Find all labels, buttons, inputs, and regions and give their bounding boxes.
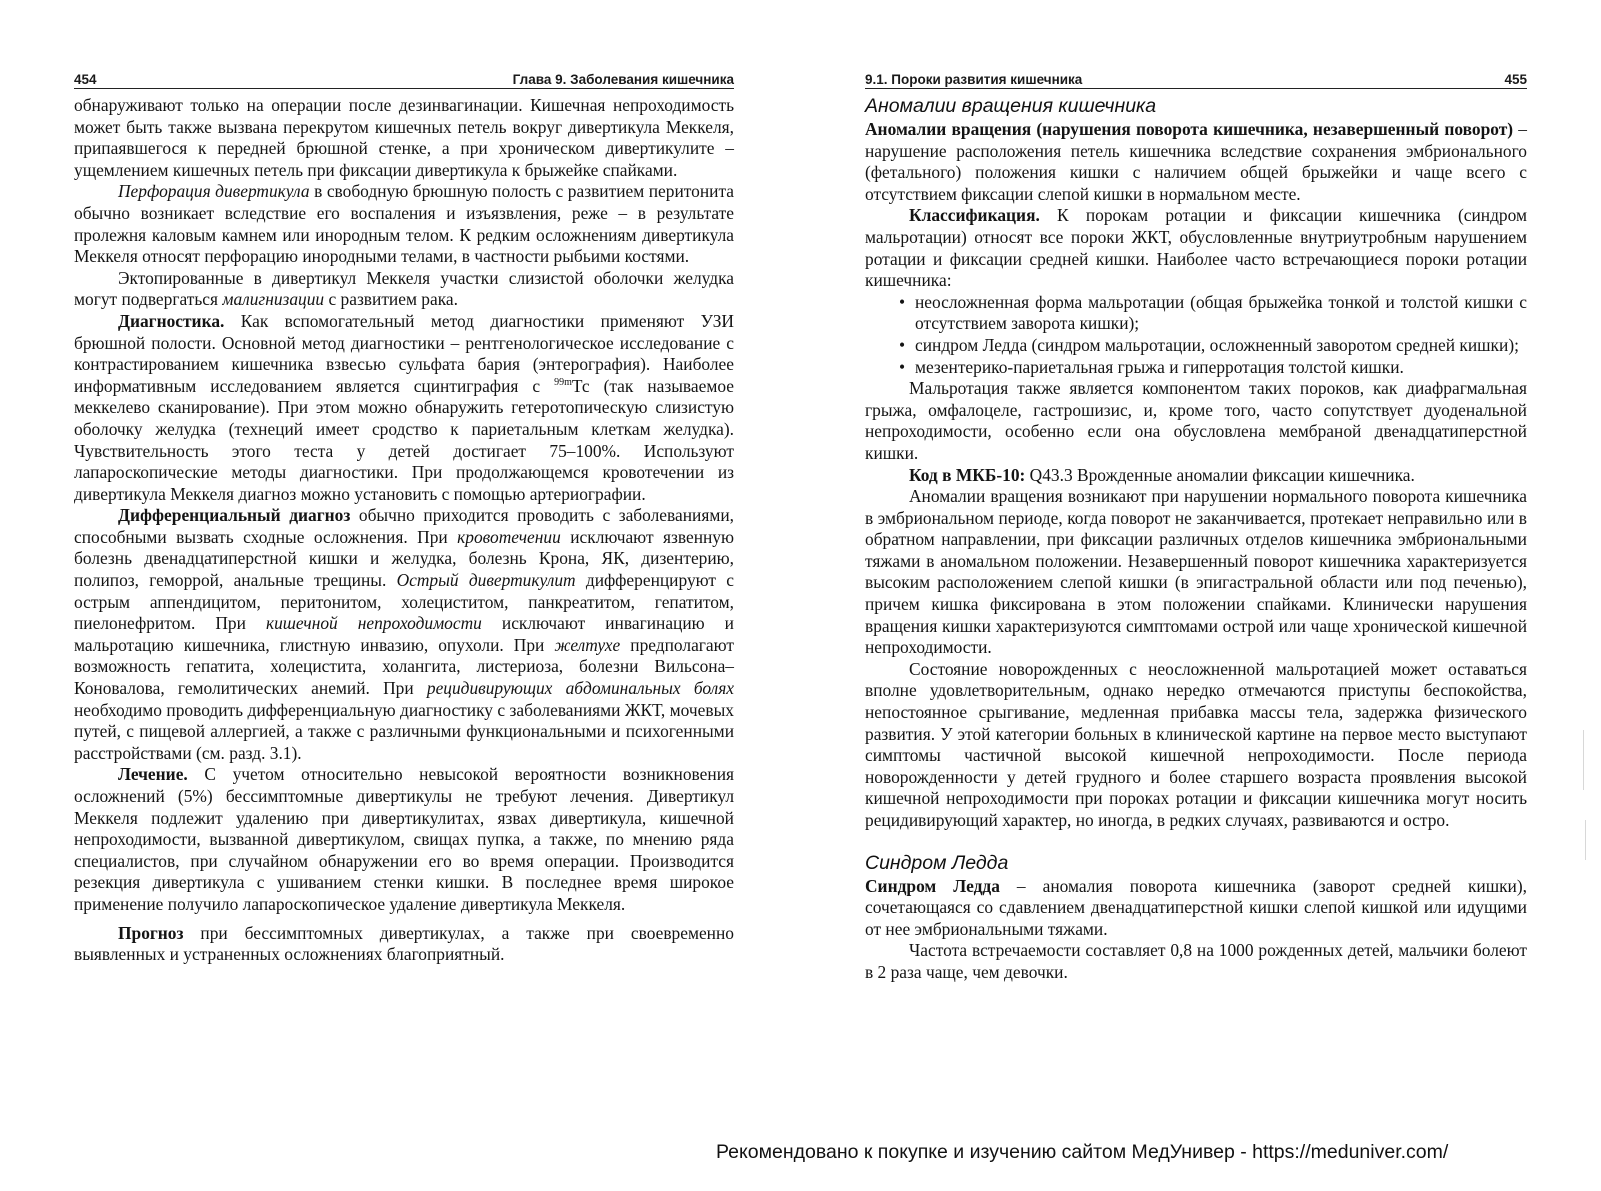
superscript: 99m: [554, 376, 572, 388]
paragraph-text: исключают инвагинацию и мальротацию кишечника, глистную инвазию, опухоли. При: [74, 613, 734, 655]
paragraph: [74, 311, 734, 505]
paragraph-text: предполагают возможность гепатита, холецистита, холангита, листериоза, болезни Вильсона–Коновалова, гемолитических анемий. При: [74, 634, 735, 699]
bullet-list: [865, 292, 1527, 378]
paragraph-text: Эктопированные в дивертикул Меккеля участки слизистой оболочки желудка могут подвергаться: [74, 267, 734, 310]
right-page-number: 455: [1504, 72, 1527, 87]
run-in-heading: Диагностика.: [118, 310, 225, 331]
run-in-heading: Код в МКБ-10:: [909, 464, 1026, 485]
emphasis: кишечной непроходимости: [265, 613, 482, 634]
paragraph-text: обнаруживают только на операции после дезинвагинации. Кишечная непроходимость может быть также вызвана перекрутом кишечных петель вокруг дивертикула Меккеля, припаявшегося к передней брюшной стенке, а при хроническом дивертикулите – ущемлением кишечных петель при фиксации дивертикула к брыжейке спайками.: [74, 95, 734, 180]
left-page: [74, 72, 734, 966]
emphasis: Острый дивертикулит: [396, 570, 576, 591]
emphasis: рецидивирующих абдоминальных болях: [426, 678, 734, 699]
emphasis: Перфорация дивертикула: [118, 181, 310, 202]
section-heading: Аномалии вращения кишечника: [865, 95, 1157, 117]
paragraph-text: – аномалия поворота кишечника (заворот средней кишки), сочетающаяся со сдавлением двенадцатиперстной кишки слепой кишкой или идущими от нее эмбриональными тяжами.: [865, 875, 1527, 939]
list-item: • мезентерико-париетальная грыжа и гиперротация толстой кишки.: [899, 357, 1527, 379]
list-item: • синдром Ледда (синдром мальротации, осложненный заворотом средней кишки);: [899, 335, 1527, 357]
paragraph-text: Состояние новорожденных с неосложненной мальротацией может оставаться вполне удовлетворительным, однако нередко отмечаются приступы беспокойства, непостоянное срыгивание, медленная прибавка массы тела, задержка физического развития. У этой категории больных в клинической картине на первое место выступают симптомы частичной высокой кишечной непроходимости. После периода новорожденности у детей грудного и более старшего возраста проявления высокой кишечной непроходимости при пороках ротации и фиксации кишечника могут носить рецидивирующий характер, но иногда, в редких случаях, развиваются и остро.: [865, 658, 1527, 830]
section-heading: Синдром Ледда: [865, 851, 1009, 874]
paragraph-text: необходимо проводить дифференциальную диагностику с заболеваниями ЖКТ, мочевых путей, с пищевой аллергией, а также с различными функциональными и психогенными расстройствами (см. разд. 3.1).: [74, 699, 734, 763]
paragraph: [74, 181, 734, 267]
paragraph-text: обычно приходится проводить с заболеваниями, способными вызвать сходные осложнения. При: [74, 505, 734, 547]
paragraph: [865, 465, 1527, 487]
paragraph: [865, 659, 1527, 832]
paragraph: [865, 486, 1527, 659]
run-in-heading: Прогноз: [118, 922, 184, 943]
paragraph: [74, 268, 734, 311]
scan-edge-mark: [1583, 730, 1584, 790]
recommendation-footer: Рекомендовано к покупке и изучению сайтом МедУнивер - https://meduniver.com/: [716, 1141, 1449, 1163]
paragraph-text: дифференцируют с острым аппендицитом, перитонитом, холециститом, панкреатитом, гепатитом, пиелонефритом. При: [74, 570, 734, 634]
left-body-text: [74, 95, 734, 966]
run-in-heading: Лечение.: [118, 764, 188, 785]
paragraph: [74, 95, 734, 181]
paragraph-text: исключают язвенную болезнь двенадцатиперстной кишки и желудка, болезнь Крона, ЯК, дизентерию, полипоз, геморрой, анальные трещины.: [74, 526, 734, 591]
paragraph-text: с развитием рака.: [324, 289, 458, 310]
paragraph-text: при бессимптомных дивертикулах, а также при своевременно выявленных и устраненных осложнениях благоприятный.: [74, 922, 734, 965]
paragraph-text: К порокам ротации и фиксации кишечника (синдром мальротации) относят все пороки ЖКТ, обусловленные внутриутробным нарушением ротации и фиксации средней кишки. Наиболее часто встречающиеся пороки ротации кишечника:: [865, 205, 1527, 291]
scan-edge-mark: [1585, 820, 1586, 860]
term-definition: Синдром Ледда: [865, 875, 1000, 896]
emphasis: малигнизации: [222, 289, 325, 310]
paragraph: [74, 923, 734, 966]
paragraph-text: Q43.3 Врожденные аномалии фиксации кишечника.: [1025, 464, 1415, 485]
paragraph: [865, 205, 1527, 291]
right-page: [865, 72, 1527, 984]
paragraph: [74, 505, 734, 764]
emphasis: желтухе: [554, 634, 621, 655]
left-running-head: [74, 72, 734, 89]
list-item: • неосложненная форма мальротации (общая брыжейка тонкой и толстой кишки с отсутствием заворота кишки);: [899, 292, 1527, 335]
paragraph-text: Как вспомогательный метод диагностики применяют УЗИ брюшной полости. Основной метод диагностики – рентгенологическое исследование с контрастированием кишечника взвесью сульфата бария (энтерография). Наиболее информативным исследованием является сцинтиграфия с: [74, 310, 734, 396]
paragraph-text: Частота встречаемости составляет 0,8 на 1000 рожденных детей, мальчики болеют в 2 раза чаще, чем девочки.: [865, 940, 1527, 982]
paragraph: [865, 940, 1527, 983]
paragraph-text: – нарушение расположения петель кишечника вследствие сохранения эмбрионального (фетального) положения кишки с наличием общей брыжейки и чаще всего с отсутствием фиксации слепой кишки в нормальном месте.: [865, 119, 1527, 204]
paragraph: [865, 119, 1527, 205]
run-in-heading: Дифференциальный диагноз: [118, 505, 351, 526]
paragraph-text: Аномалии вращения возникают при нарушении нормального поворота кишечника в эмбриональном периоде, когда поворот не заканчивается, протекает неправильно или в обратном направлении, при фиксации различных отделов кишечника эмбриональными тяжами в аномальном положении. Незавершенный поворот кишечника характеризуется высоким расположением слепой кишки (в эпигастральной области или под печенью), причем кишка фиксирована в этом положении спайками. Клинически нарушения вращения кишки характеризуются симптомами острой или чаще хронической кишечной непроходимости.: [865, 486, 1527, 658]
left-chapter-title: Глава 9. Заболевания кишечника: [512, 72, 734, 87]
right-body-text: [865, 95, 1527, 984]
emphasis: кровотечении: [457, 526, 561, 547]
run-in-heading: Классификация.: [909, 205, 1040, 226]
paragraph-text: С учетом относительно невысокой вероятности возникновения осложнений (5%) бессимптомные дивертикулы не требуют лечения. Дивертикул Меккеля подлежит удалению при дивертикулитах, язвах дивертикула, кишечной непроходимости, вызванной дивертикулом, свищах пупка, а также, по мнению ряда специалистов, при случайном обнаружении его во время операции. Производится резекция дивертикула с ушиванием стенки кишки. В последнее время широкое применение получило лапароскопическое удаление дивертикула Меккеля.: [74, 764, 734, 914]
left-page-number: 454: [74, 72, 97, 87]
paragraph: [74, 764, 734, 915]
paragraph: [865, 876, 1527, 941]
paragraph-text: в свободную брюшную полость с развитием перитонита обычно возникает вследствие его воспаления и изъязвления, реже – в результате пролежня каловым камнем или инородным телом. К редким осложнениям дивертикула Меккеля относят перфорацию инородными телами, в частности рыбьими костями.: [74, 181, 734, 267]
right-running-head: [865, 72, 1527, 89]
right-section-title: 9.1. Пороки развития кишечника: [865, 72, 1083, 87]
paragraph-text: Мальротация также является компонентом таких пороков, как диафрагмальная грыжа, омфалоцеле, гастрошизис, и, кроме того, часто сопутствует дуоденальной непроходимости, особенно если она обусловлена мембраной двенадцатиперстной кишки.: [865, 378, 1527, 463]
term-definition: Аномалии вращения (нарушения поворота кишечника, незавершенный поворот): [865, 119, 1514, 139]
paragraph-text: Тс (так называемое меккелево сканирование). При этом можно обнаружить гетеротопическую слизистую оболочку желудка (технеций имеет сродство к париетальным клеткам желудка). Чувствительность этого теста у детей достигает 75–100%. Используют лапароскопические методы диагностики. При продолжающемся кровотечении из дивертикула Меккеля диагноз можно установить с помощью артериографии.: [74, 375, 734, 504]
paragraph: [865, 378, 1527, 464]
